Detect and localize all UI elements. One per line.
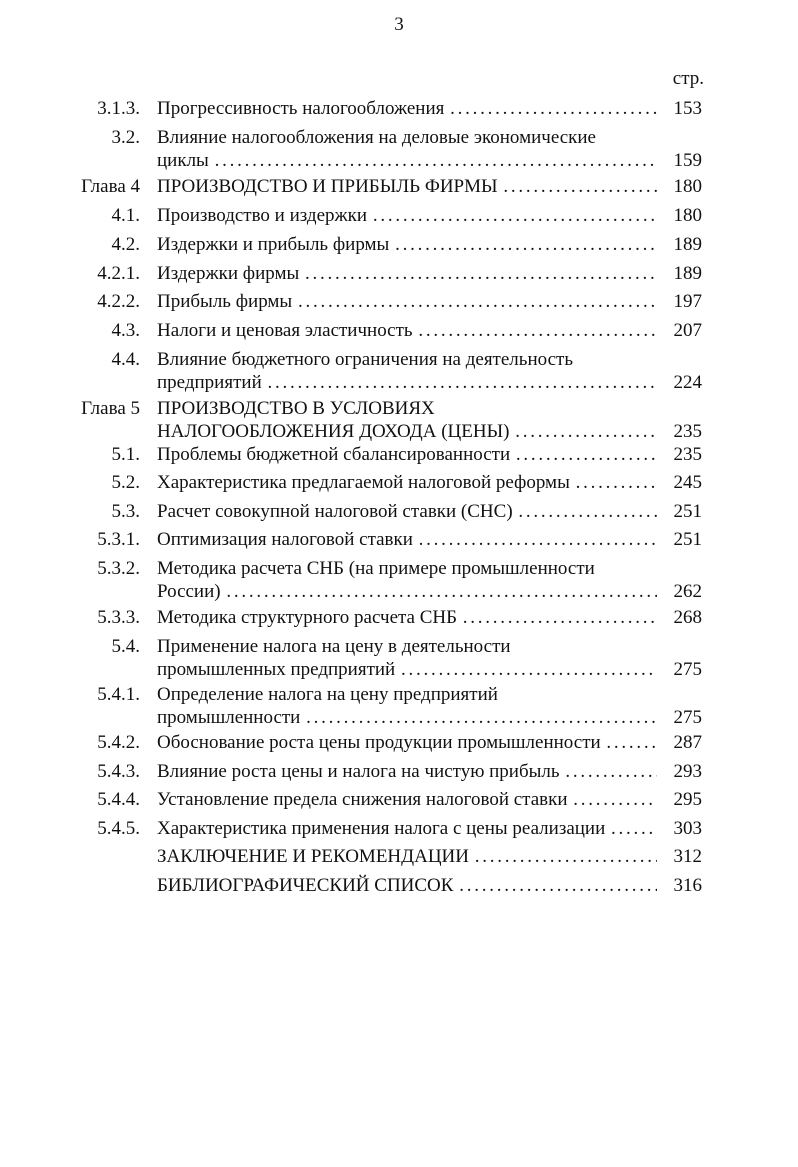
toc-entry-page: 293: [673, 761, 702, 782]
toc-entry-number: 4.3.: [111, 320, 140, 341]
toc-entry-title-line: Прибыль фирмы . . .: [157, 290, 657, 313]
toc-entry-page: 295: [673, 789, 702, 810]
toc-entry-title: [157, 204, 657, 227]
toc-entry-number: 5.3.2.: [97, 558, 140, 579]
toc-entry-title-line: Прогрессивность налогообложения . . .: [157, 97, 657, 120]
toc-entry-title-line: Влияние бюджетного ограничения на деятельность: [157, 349, 573, 370]
toc-entry-title-line: Влияние роста цены и налога на чистую прибыль . . .: [157, 760, 657, 783]
toc-entry-page: 275: [673, 659, 702, 680]
toc-entry-title-line: Установление предела снижения налоговой ставки . . .: [157, 788, 657, 811]
toc-entry-page: 235: [673, 444, 702, 465]
toc-entry-page: 189: [673, 234, 702, 255]
toc-entry-title: [157, 397, 657, 443]
toc-entry-title: [157, 788, 657, 811]
toc-entry-title-line: России) . . .: [157, 580, 657, 603]
toc-entry-number: 4.2.2.: [97, 291, 140, 312]
toc-entry-page: 312: [673, 846, 702, 867]
toc-entry-title: [157, 471, 657, 494]
toc-entry-page: 275: [673, 707, 702, 728]
toc-entry-page: 235: [673, 421, 702, 442]
toc-entry-number: 3.1.3.: [97, 98, 140, 119]
toc-entry-title-line: БИБЛИОГРАФИЧЕСКИЙ СПИСОК . . .: [157, 874, 657, 897]
toc-entry-title-line: Методика расчета СНБ (на примере промышленности: [157, 558, 595, 579]
toc-entry-number: 5.3.: [111, 501, 140, 522]
toc-entry-page: 316: [673, 875, 702, 896]
toc-entry-title-line: Характеристика применения налога с цены реализации . . .: [157, 817, 657, 840]
toc-entry-title: [157, 319, 657, 342]
toc-entry-title: [157, 557, 657, 603]
toc-entry-page: 189: [673, 263, 702, 284]
toc-entry-number: 5.4.2.: [97, 732, 140, 753]
toc-entry-number: 5.3.3.: [97, 607, 140, 628]
toc-entry-page: 197: [673, 291, 702, 312]
toc-entry-title: [157, 817, 657, 840]
toc-entry-title-line: Издержки фирмы . . .: [157, 262, 657, 285]
toc-entry-page: 245: [673, 472, 702, 493]
toc-entry-page: 287: [673, 732, 702, 753]
toc-entry-number: Глава 4: [81, 176, 140, 197]
toc-entry-title-line: промышленности . . .: [157, 706, 657, 729]
toc-entry-page: 153: [673, 98, 702, 119]
toc-entry-number: 5.2.: [111, 472, 140, 493]
toc-entry-number: 5.4.1.: [97, 684, 140, 705]
toc-entry-number: Глава 5: [81, 398, 140, 419]
toc-entry-title-line: ПРОИЗВОДСТВО В УСЛОВИЯХ: [157, 398, 435, 419]
toc-entry-title-line: Налоги и ценовая эластичность . . .: [157, 319, 657, 342]
toc-entry-title: [157, 175, 657, 198]
toc-entry-title-line: Расчет совокупной налоговой ставки (СНС) . . .: [157, 500, 657, 523]
toc-entry-title-line: Характеристика предлагаемой налоговой реформы . . .: [157, 471, 657, 494]
toc-entry-number: 3.2.: [111, 127, 140, 148]
toc-entry-page: 207: [673, 320, 702, 341]
toc-entry-title-line: промышленных предприятий . . .: [157, 658, 657, 681]
toc-entry-title: [157, 233, 657, 256]
toc-entry-title: [157, 348, 657, 394]
toc-entry-title-line: Методика структурного расчета СНБ . . .: [157, 606, 657, 629]
toc-entry-title-line: Применение налога на цену в деятельности: [157, 636, 511, 657]
toc-entry-title-line: Оптимизация налоговой ставки . . .: [157, 528, 657, 551]
toc-entry-page: 159: [673, 150, 702, 171]
page-number: 3: [394, 14, 404, 35]
toc-entry-page: 268: [673, 607, 702, 628]
toc-entry-number: 5.4.5.: [97, 818, 140, 839]
toc-entry-page: 251: [673, 501, 702, 522]
toc-entry-number: 4.2.: [111, 234, 140, 255]
toc-entry-number: 5.1.: [111, 444, 140, 465]
page-column-label: стр.: [672, 68, 704, 89]
toc-entry-number: 5.4.3.: [97, 761, 140, 782]
toc-entry-page: 180: [673, 176, 702, 197]
toc-entry-title: [157, 845, 657, 868]
toc-entry-number: 5.4.4.: [97, 789, 140, 810]
toc-entry-page: 262: [673, 581, 702, 602]
toc-entry-page: 224: [673, 372, 702, 393]
toc-entry-title: [157, 97, 657, 120]
toc-entry-title-line: Обоснование роста цены продукции промышленности . . .: [157, 731, 657, 754]
toc-entry-title: [157, 443, 657, 466]
toc-entry-title-line: предприятий . . .: [157, 371, 657, 394]
toc-entry-number: 4.2.1.: [97, 263, 140, 284]
toc-entry-title: [157, 126, 657, 172]
toc-entry-page: 303: [673, 818, 702, 839]
toc-entry-title: [157, 606, 657, 629]
toc-entry-title: [157, 683, 657, 729]
toc-entry-title: [157, 760, 657, 783]
toc-entry-title: [157, 528, 657, 551]
toc-entry-title-line: Издержки и прибыль фирмы . . .: [157, 233, 657, 256]
toc-entry-title: [157, 290, 657, 313]
toc-entry-title-line: циклы . . .: [157, 149, 657, 172]
toc-entry-title: [157, 874, 657, 897]
toc-entry-title-line: Определение налога на цену предприятий: [157, 684, 498, 705]
toc-entry-title-line: Проблемы бюджетной сбалансированности . . .: [157, 443, 657, 466]
toc-entry-number: 5.4.: [111, 636, 140, 657]
toc-entry-title-line: ЗАКЛЮЧЕНИЕ И РЕКОМЕНДАЦИИ . . .: [157, 845, 657, 868]
toc-entry-page: 180: [673, 205, 702, 226]
toc-entry-number: 4.4.: [111, 349, 140, 370]
toc-entry-title: [157, 500, 657, 523]
toc-entry-title-line: Производство и издержки . . .: [157, 204, 657, 227]
toc-entry-number: 5.3.1.: [97, 529, 140, 550]
toc-entry-title: [157, 731, 657, 754]
toc-entry-number: 4.1.: [111, 205, 140, 226]
toc-entry-page: 251: [673, 529, 702, 550]
toc-entry-title-line: Влияние налогообложения на деловые экономические: [157, 127, 596, 148]
toc-entry-title-line: НАЛОГООБЛОЖЕНИЯ ДОХОДА (ЦЕНЫ) . . .: [157, 420, 657, 443]
toc-entry-title-line: ПРОИЗВОДСТВО И ПРИБЫЛЬ ФИРМЫ . . .: [157, 175, 657, 198]
toc-entry-title: [157, 262, 657, 285]
toc-entry-title: [157, 635, 657, 681]
